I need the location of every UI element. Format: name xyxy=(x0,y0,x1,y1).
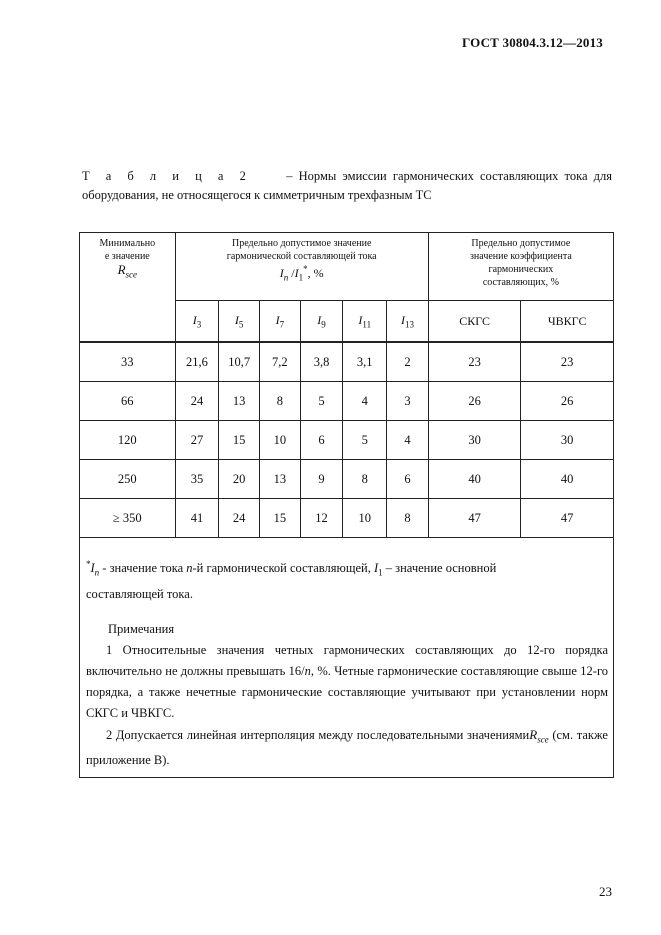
table-cell: 4 xyxy=(343,382,387,421)
table-cell: 8 xyxy=(387,499,429,538)
table-row xyxy=(80,342,614,382)
page-number: 23 xyxy=(599,884,612,899)
harmonic-symbol: I xyxy=(192,312,197,327)
harmonic-header xyxy=(300,301,343,343)
table-cell: 5 xyxy=(300,382,343,421)
note-2-r: R xyxy=(529,726,538,742)
table-cell: 2 xyxy=(387,342,429,382)
harmonic-symbol: I xyxy=(317,312,322,327)
table-cell: 4 xyxy=(387,421,429,460)
table-cell: 3 xyxy=(387,382,429,421)
footnote-star: * xyxy=(86,559,91,569)
harmonic-order: 9 xyxy=(321,319,326,330)
header-rsce-symbol: R xyxy=(117,262,126,277)
table-cell: 10 xyxy=(343,499,387,538)
harmonic-header xyxy=(219,301,260,343)
table-cell: 24 xyxy=(175,382,219,421)
footnote-text-1: - значение тока xyxy=(99,561,187,576)
footnote-line2: составляющей тока. xyxy=(86,586,193,601)
table-cell: 8 xyxy=(343,460,387,499)
footnote-i1-symbol: I xyxy=(373,561,379,576)
note-2-r-sub: sce xyxy=(537,734,549,745)
header-i1-symbol: I xyxy=(294,266,299,280)
coef-header-skgs: СКГС xyxy=(428,301,521,343)
header-in-sub: n xyxy=(283,272,289,283)
table-caption xyxy=(82,167,612,205)
table-cell: 5 xyxy=(343,421,387,460)
notes-title: Примечания xyxy=(108,621,175,636)
table-row xyxy=(80,499,614,538)
table-cell: 13 xyxy=(260,460,301,499)
table-cell: 7,2 xyxy=(260,342,301,382)
emission-norms-table xyxy=(79,232,614,538)
header-coef-line2: значение коэффициента xyxy=(469,251,572,262)
table-cell: 23 xyxy=(428,342,521,382)
table-cell: 40 xyxy=(521,460,614,499)
harmonic-symbol: I xyxy=(358,312,363,327)
table-cell: 33 xyxy=(80,342,176,382)
footnote-text-3: – значение основной xyxy=(382,561,497,576)
table-cell: 30 xyxy=(521,421,614,460)
table-cell: 66 xyxy=(80,382,176,421)
header-current-limits-line1: Предельно допустимое значение xyxy=(232,238,372,249)
table-cell: ≥ 350 xyxy=(80,499,176,538)
table-cell: 47 xyxy=(521,499,614,538)
footnote-i1-sub: 1 xyxy=(378,567,383,578)
table-cell: 10,7 xyxy=(219,342,260,382)
document-id: ГОСТ 30804.3.12—2013 xyxy=(461,35,603,50)
table-cell: 250 xyxy=(80,460,176,499)
table-cell: 35 xyxy=(175,460,219,499)
header-coef-line3: гармонических xyxy=(488,264,554,275)
header-rsce-sub: sce xyxy=(125,269,138,280)
table-cell: 24 xyxy=(219,499,260,538)
table-cell: 15 xyxy=(219,421,260,460)
header-rsce-line2: е значение xyxy=(104,251,150,262)
note-1 xyxy=(86,640,608,724)
header-current-limits-line2: гармонической составляющей тока xyxy=(226,251,377,262)
harmonic-header xyxy=(175,301,219,343)
header-coef-line1: Предельно допустимое xyxy=(471,238,571,249)
table-cell: 15 xyxy=(260,499,301,538)
header-rsce xyxy=(80,233,176,343)
header-current-limits xyxy=(175,233,428,301)
header-coef-line4: составляющих, % xyxy=(482,277,559,288)
table-cell: 9 xyxy=(300,460,343,499)
header-coefficients xyxy=(428,233,613,301)
table-notes xyxy=(86,554,608,771)
table-cell: 6 xyxy=(300,421,343,460)
coef-header-chvkgs: ЧВКГС xyxy=(521,301,614,343)
harmonic-order: 13 xyxy=(404,319,414,330)
footnote-in-symbol: I xyxy=(90,561,95,576)
caption-title-line2: оборудования, не относящегося к симметричным трехфазным ТС xyxy=(82,188,432,202)
table-row xyxy=(80,460,614,499)
table-cell: 6 xyxy=(387,460,429,499)
table-cell: 23 xyxy=(521,342,614,382)
footnote-n: n xyxy=(186,561,193,576)
table-row xyxy=(80,382,614,421)
header-slash: / xyxy=(288,266,295,280)
harmonic-order: 3 xyxy=(196,319,202,330)
header-unit: , % xyxy=(307,266,324,280)
harmonic-symbol: I xyxy=(234,312,239,327)
table-cell: 40 xyxy=(428,460,521,499)
harmonic-order: 11 xyxy=(362,319,372,330)
harmonic-symbol: I xyxy=(400,312,405,327)
header-i1-sub: 1 xyxy=(298,272,304,283)
harmonic-symbol: I xyxy=(275,312,280,327)
harmonic-header xyxy=(387,301,429,343)
note-2 xyxy=(86,724,608,772)
table-cell: 3,8 xyxy=(300,342,343,382)
table-row xyxy=(80,421,614,460)
table-cell: 10 xyxy=(260,421,301,460)
table-cell: 30 xyxy=(428,421,521,460)
header-rsce-line1: Минимально xyxy=(99,238,156,249)
table-cell: 8 xyxy=(260,382,301,421)
table-cell: 12 xyxy=(300,499,343,538)
note-1-text: 1 Относительные значения четных гармонических составляющих до 12-го порядка включительно не должны превышать 16/ xyxy=(86,642,608,678)
footnote xyxy=(86,554,608,584)
note-1-rest: , %. Четные гармонические составляющие свыше 12-го порядка, а также нечетные гармонические составляющие учитывают при установлении норм СКГС и ЧВКГС. xyxy=(86,663,609,720)
harmonic-header xyxy=(343,301,387,343)
table-cell: 27 xyxy=(175,421,219,460)
table-cell: 13 xyxy=(219,382,260,421)
harmonic-header xyxy=(260,301,301,343)
note-2-text: 2 Допускается линейная интерполяция между последовательными значениями xyxy=(106,727,530,742)
table-cell: 47 xyxy=(428,499,521,538)
footnote-in-sub: n xyxy=(94,567,100,578)
caption-label: Т а б л и ц а 2 xyxy=(82,169,253,183)
note-1-n: n xyxy=(304,663,311,678)
table-cell: 21,6 xyxy=(175,342,219,382)
header-star: * xyxy=(303,264,308,274)
caption-title-line1: – Нормы эмиссии гармонических составляющих тока для xyxy=(286,169,612,183)
footnote-text-2: -й гармонической составляющей, xyxy=(192,561,374,576)
harmonic-order: 5 xyxy=(238,319,244,330)
note-2-rest: (см. также приложение В). xyxy=(86,727,608,768)
header-in-symbol: I xyxy=(279,266,284,280)
table-cell: 26 xyxy=(521,382,614,421)
table-cell: 26 xyxy=(428,382,521,421)
harmonic-order: 7 xyxy=(279,319,285,330)
table-cell: 20 xyxy=(219,460,260,499)
table-cell: 120 xyxy=(80,421,176,460)
table-cell: 41 xyxy=(175,499,219,538)
table-cell: 3,1 xyxy=(343,342,387,382)
